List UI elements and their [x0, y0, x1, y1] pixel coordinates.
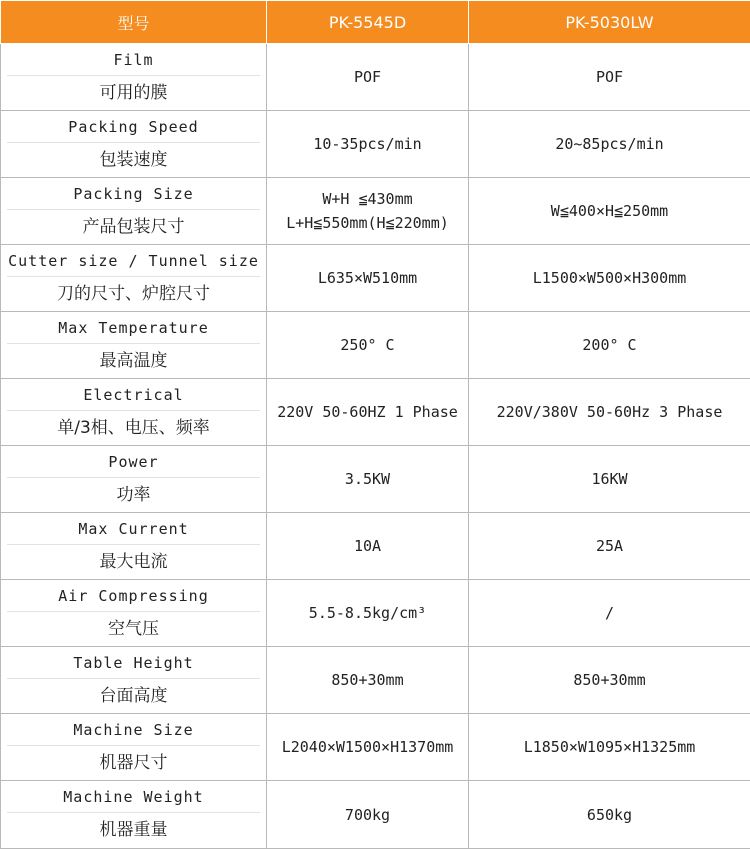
spec-label-cell — [1, 44, 267, 111]
spec-label-en: Film — [7, 45, 260, 76]
spec-value-text: 220V 50-60HZ 1 Phase — [273, 400, 462, 424]
spec-value-model-2 — [469, 111, 750, 178]
spec-label-zh: 包装速度 — [1, 143, 266, 177]
spec-value-model-2 — [469, 781, 750, 849]
spec-value-model-2 — [469, 647, 750, 714]
spec-value-text: 220V/380V 50-60Hz 3 Phase — [493, 400, 727, 424]
spec-value-model-1 — [267, 245, 469, 312]
spec-value-text: L635×W510mm — [314, 266, 421, 290]
spec-value-model-2 — [469, 379, 750, 446]
spec-label-zh: 机器重量 — [1, 813, 266, 847]
spec-value-text: 700kg — [341, 803, 394, 827]
spec-value-text: 250° C — [336, 333, 398, 357]
spec-label-zh: 产品包装尺寸 — [1, 210, 266, 244]
spec-label-en: Electrical — [7, 380, 260, 411]
spec-value-text: 850+30mm — [569, 668, 649, 692]
spec-value-text: 200° C — [578, 333, 640, 357]
spec-value-model-2 — [469, 312, 750, 379]
spec-value-text: 16KW — [587, 467, 631, 491]
spec-label-en: Max Temperature — [7, 313, 260, 344]
table-row — [1, 245, 750, 312]
table-row — [1, 312, 750, 379]
spec-value-model-2 — [469, 44, 750, 111]
spec-value-text: / — [601, 601, 618, 625]
spec-label-cell — [1, 379, 267, 446]
spec-value-model-1 — [267, 647, 469, 714]
spec-value-model-2 — [469, 178, 750, 245]
spec-label-zh: 机器尺寸 — [1, 746, 266, 780]
table-row — [1, 781, 750, 849]
spec-label-en: Power — [7, 447, 260, 478]
spec-label-cell — [1, 312, 267, 379]
spec-value-text: L2040×W1500×H1370mm — [278, 735, 458, 759]
table-row — [1, 580, 750, 647]
spec-label-cell — [1, 245, 267, 312]
table-row — [1, 647, 750, 714]
spec-label-cell — [1, 714, 267, 781]
table-row — [1, 446, 750, 513]
spec-value-model-1 — [267, 111, 469, 178]
spec-label-en: Table Height — [7, 648, 260, 679]
spec-value-model-1 — [267, 44, 469, 111]
spec-label-en: Cutter size / Tunnel size — [7, 246, 260, 277]
spec-value-model-1 — [267, 178, 469, 245]
spec-label-en: Machine Size — [7, 715, 260, 746]
header-model: 型号 — [1, 1, 267, 44]
spec-label-cell — [1, 781, 267, 849]
spec-value-model-1 — [267, 580, 469, 647]
spec-value-model-2 — [469, 714, 750, 781]
spec-value-model-1 — [267, 446, 469, 513]
spec-label-cell — [1, 580, 267, 647]
spec-label-cell — [1, 178, 267, 245]
header-model-2: PK-5030LW — [469, 1, 750, 44]
spec-value-text: 650kg — [583, 803, 636, 827]
spec-label-zh: 最高温度 — [1, 344, 266, 378]
spec-value-text: L1850×W1095×H1325mm — [520, 735, 700, 759]
spec-value-text: 10-35pcs/min — [309, 132, 425, 156]
header-row — [1, 1, 750, 44]
spec-value-text: L1500×W500×H300mm — [529, 266, 691, 290]
spec-value-model-1 — [267, 513, 469, 580]
spec-value-model-1 — [267, 312, 469, 379]
spec-value-text: W+H ≦430mm L+H≦550mm(H≦220mm) — [267, 187, 468, 235]
table-row — [1, 513, 750, 580]
table-row — [1, 111, 750, 178]
spec-value-model-2 — [469, 513, 750, 580]
table-row — [1, 178, 750, 245]
spec-label-zh: 最大电流 — [1, 545, 266, 579]
table-row — [1, 44, 750, 111]
spec-value-text: 20~85pcs/min — [551, 132, 667, 156]
spec-value-text: 850+30mm — [327, 668, 407, 692]
spec-value-text: 5.5-8.5kg/cm³ — [305, 601, 430, 625]
spec-value-text: POF — [592, 65, 627, 89]
spec-label-cell — [1, 647, 267, 714]
spec-label-zh: 功率 — [1, 478, 266, 512]
spec-label-zh: 台面高度 — [1, 679, 266, 713]
spec-value-model-1 — [267, 714, 469, 781]
spec-label-zh: 空气压 — [1, 612, 266, 646]
spec-label-en: Air Compressing — [7, 581, 260, 612]
spec-value-model-2 — [469, 446, 750, 513]
spec-body — [1, 44, 750, 849]
spec-value-model-1 — [267, 379, 469, 446]
spec-value-model-1 — [267, 781, 469, 849]
spec-label-zh: 刀的尺寸、炉腔尺寸 — [1, 277, 266, 311]
spec-value-text: POF — [350, 65, 385, 89]
header-model-1: PK-5545D — [267, 1, 469, 44]
spec-label-en: Max Current — [7, 514, 260, 545]
spec-label-en: Machine Weight — [7, 782, 260, 813]
spec-label-zh: 可用的膜 — [1, 76, 266, 110]
table-row — [1, 714, 750, 781]
spec-label-cell — [1, 446, 267, 513]
spec-value-model-2 — [469, 580, 750, 647]
spec-value-text: W≦400×H≦250mm — [547, 199, 672, 223]
spec-label-zh: 单/3相、电压、频率 — [1, 411, 266, 445]
spec-value-text: 3.5KW — [341, 467, 394, 491]
spec-value-model-2 — [469, 245, 750, 312]
spec-value-text: 10A — [350, 534, 385, 558]
spec-label-cell — [1, 111, 267, 178]
spec-label-cell — [1, 513, 267, 580]
spec-value-text: 25A — [592, 534, 627, 558]
spec-label-en: Packing Size — [7, 179, 260, 210]
spec-label-en: Packing Speed — [7, 112, 260, 143]
table-row — [1, 379, 750, 446]
